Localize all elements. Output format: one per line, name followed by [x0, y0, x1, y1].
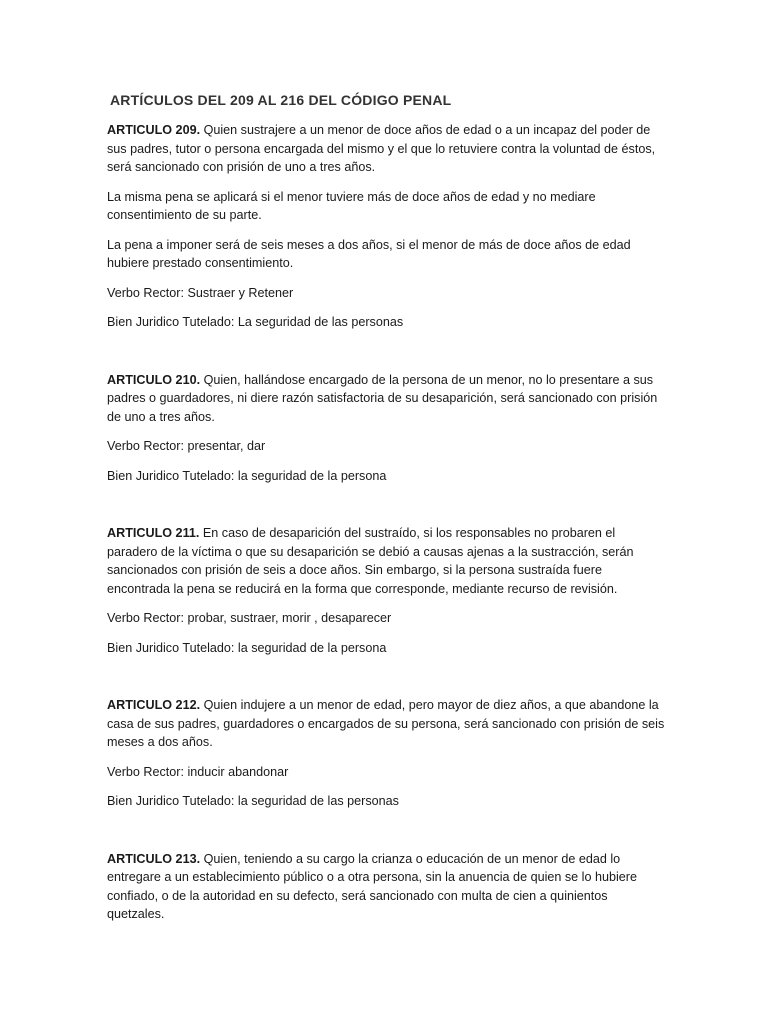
article-paragraph — [107, 371, 667, 427]
article-210 — [107, 371, 667, 486]
article-paragraph — [107, 524, 667, 598]
article-heading: ARTICULO 213. — [107, 851, 201, 866]
article-paragraph — [107, 696, 667, 752]
article-text: Quien indujere a un menor de edad, pero mayor de diez años, a que abandone la casa de sus padres, guardadores o encargados de su persona, será sancionado con prisión de seis meses a dos años. — [107, 698, 665, 749]
article-211 — [107, 524, 667, 657]
article-209 — [107, 121, 667, 332]
document-title: ARTÍCULOS DEL 209 AL 216 DEL CÓDIGO PENAL — [110, 92, 452, 108]
article-text: En caso de desaparición del sustraído, si los responsables no probaren el paradero de la víctima o que su desaparición se debió a causas ajenas a la sustracción, serán sancionados con prisión de seis a doce años. Sin embargo, si la persona sustraída fuere encontrada la pena se reducirá en la forma que corresponde, mediante recurso de revisión. — [107, 526, 634, 596]
bien-juridico: Bien Juridico Tutelado: La seguridad de las personas — [107, 315, 404, 329]
section-spacer — [107, 343, 667, 371]
article-text: Quien, hallándose encargado de la persona de un menor, no lo presentare a sus padres o guardadores, ni diere razón satisfactoria de su desaparición, será sancionado con prisión de uno a tres años. — [107, 372, 658, 424]
article-heading: ARTICULO 210. — [107, 372, 201, 387]
article-paragraph: La pena a imponer será de seis meses a dos años, si el menor de más de doce años de edad hubiere prestado consentimiento. — [107, 237, 631, 270]
article-213 — [107, 850, 667, 924]
article-paragraph — [107, 850, 667, 924]
section-spacer — [107, 822, 667, 850]
article-paragraph — [107, 121, 667, 177]
article-heading: ARTICULO 212. — [107, 698, 201, 712]
bien-juridico: Bien Juridico Tutelado: la seguridad de las personas — [107, 794, 399, 808]
bien-juridico: Bien Juridico Tutelado: la seguridad de la persona — [107, 640, 387, 655]
article-paragraph: La misma pena se aplicará si el menor tuviere más de doce años de edad y no mediare consentimiento de su parte. — [107, 189, 596, 222]
document-body — [107, 121, 667, 935]
article-heading: ARTICULO 209. — [107, 123, 201, 137]
verbo-rector: Verbo Rector: probar, sustraer, morir , desaparecer — [107, 611, 392, 625]
verbo-rector: Verbo Rector: Sustraer y Retener — [107, 285, 294, 300]
article-heading: ARTICULO 211. — [107, 526, 200, 540]
bien-juridico: Bien Juridico Tutelado: la seguridad de la persona — [107, 468, 387, 483]
verbo-rector: Verbo Rector: inducir abandonar — [107, 764, 289, 779]
section-spacer — [107, 496, 667, 524]
article-212 — [107, 696, 667, 811]
article-text: Quien sustrajere a un menor de doce años de edad o a un incapaz del poder de sus padres, tutor o persona encargada del mismo y el que lo retuviere contra la voluntad de éstos, será sancionado con prisión de uno a tres años. — [107, 123, 656, 174]
article-text: Quien, teniendo a su cargo la crianza o educación de un menor de edad lo entregare a un establecimiento público o a otra persona, sin la anuencia de quien se lo hubiere confiado, o de la autoridad en su defecto, será sancionado con multa de cien a quinientos quetzales. — [107, 851, 637, 921]
verbo-rector: Verbo Rector: presentar, dar — [107, 439, 266, 453]
section-spacer — [107, 668, 667, 696]
